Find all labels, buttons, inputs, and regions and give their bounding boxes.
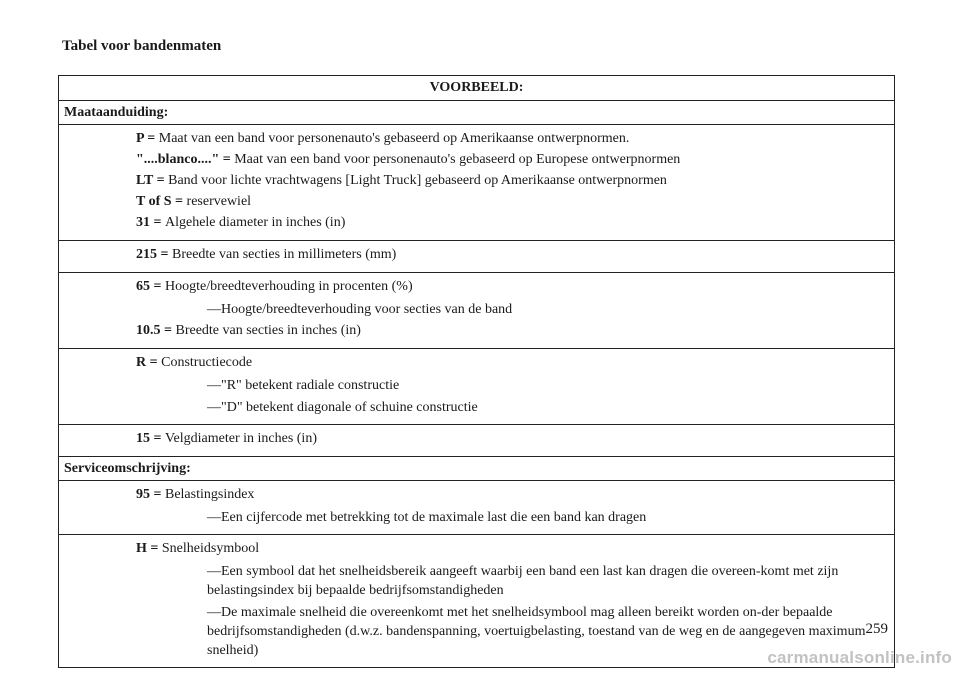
item-code: P (136, 131, 144, 146)
table-item (59, 173, 894, 189)
table-group (59, 481, 894, 535)
table-item (59, 541, 894, 557)
item-text: Band voor lichte vrachtwagens [Light Truck] gebaseerd op Amerikaanse ontwerpnormen (168, 173, 667, 188)
table-group (59, 241, 894, 273)
table-item (59, 323, 894, 339)
section-label-service: Serviceomschrijving: (59, 457, 894, 481)
item-code: 65 (136, 279, 150, 294)
table-item (59, 487, 894, 503)
item-equals: = (143, 131, 159, 146)
sub-item-text: —"R" betekent radiale constructie (207, 378, 400, 393)
item-text: Constructiecode (161, 355, 253, 370)
item-equals: = (150, 431, 165, 446)
table-group (59, 425, 894, 457)
item-code: 95 (136, 487, 150, 502)
sub-item-text: —"D" betekent diagonale of schuine constructie (207, 400, 478, 415)
item-equals: = (171, 194, 187, 209)
table-item (59, 247, 894, 263)
item-equals: = (157, 247, 172, 262)
tire-size-table (58, 75, 895, 668)
item-text: Velgdiameter in inches (in) (164, 431, 317, 446)
item-code: 15 (136, 431, 150, 446)
sub-item-text: —Een cijfercode met betrekking tot de maximale last die een band kan dragen (207, 510, 647, 525)
item-text: Algehele diameter in inches (in) (164, 215, 346, 230)
table-group (59, 125, 894, 241)
item-text: Breedte van secties in inches (in) (175, 323, 361, 338)
item-code: LT (136, 173, 154, 188)
item-text: Breedte van secties in millimeters (mm) (171, 247, 397, 262)
table-item (59, 215, 894, 231)
sub-item-text: —Een symbool dat het snelheidsbereik aangeeft waarbij een band een last kan dragen die overeen-komt met zijn belastingsindex bij bepaalde bedrijfsomstandigheden (207, 564, 839, 598)
watermark: carmanualsonline.info (767, 648, 952, 667)
item-equals: = (150, 215, 165, 230)
item-equals: = (146, 355, 162, 370)
item-equals: = (150, 279, 165, 294)
section-label-size: Maataanduiding: (59, 101, 894, 125)
item-code: R (136, 355, 147, 370)
item-text: Hoogte/breedteverhouding in procenten (%) (164, 279, 413, 294)
item-equals: = (153, 173, 169, 188)
item-equals: = (160, 323, 176, 338)
sub-item-text: —De maximale snelheid die overeenkomt met het snelheidsymbool mag alleen bereikt worden on-der bepaalde bedrijfsomstandigheden (d.w.z. bandenspanning, voertuigbelasting, toestand van de weg en de aangegeven maximum snelheid) (207, 605, 866, 658)
item-code: "....blanco...." (136, 152, 220, 167)
sub-item-text: —Hoogte/breedteverhouding voor secties van de band (207, 302, 513, 317)
item-code: 215 (136, 247, 157, 262)
item-code: 10.5 (136, 323, 161, 338)
table-header: VOORBEELD: (59, 76, 894, 101)
item-text: Belastingsindex (164, 487, 255, 502)
item-text: Maat van een band voor personenauto's gebaseerd op Europese ontwerpnormen (234, 152, 681, 167)
table-item (59, 431, 894, 447)
item-code: H (136, 541, 147, 556)
page-title: Tabel voor bandenmaten (62, 38, 222, 54)
item-equals: = (146, 541, 162, 556)
item-code: 31 (136, 215, 150, 230)
table-group (59, 273, 894, 349)
item-equals: = (150, 487, 165, 502)
item-equals: = (219, 152, 235, 167)
table-item (59, 131, 894, 147)
item-code: T of S (136, 194, 172, 209)
item-text: reservewiel (186, 194, 252, 209)
item-text: Snelheidsymbool (161, 541, 260, 556)
table-item (59, 152, 894, 168)
table-item (59, 279, 894, 295)
table-item (59, 194, 894, 210)
table-item (59, 355, 894, 371)
page-number: 259 (865, 621, 888, 637)
table-group (59, 349, 894, 425)
item-text: Maat van een band voor personenauto's gebaseerd op Amerikaanse ontwerpnormen. (158, 131, 630, 146)
